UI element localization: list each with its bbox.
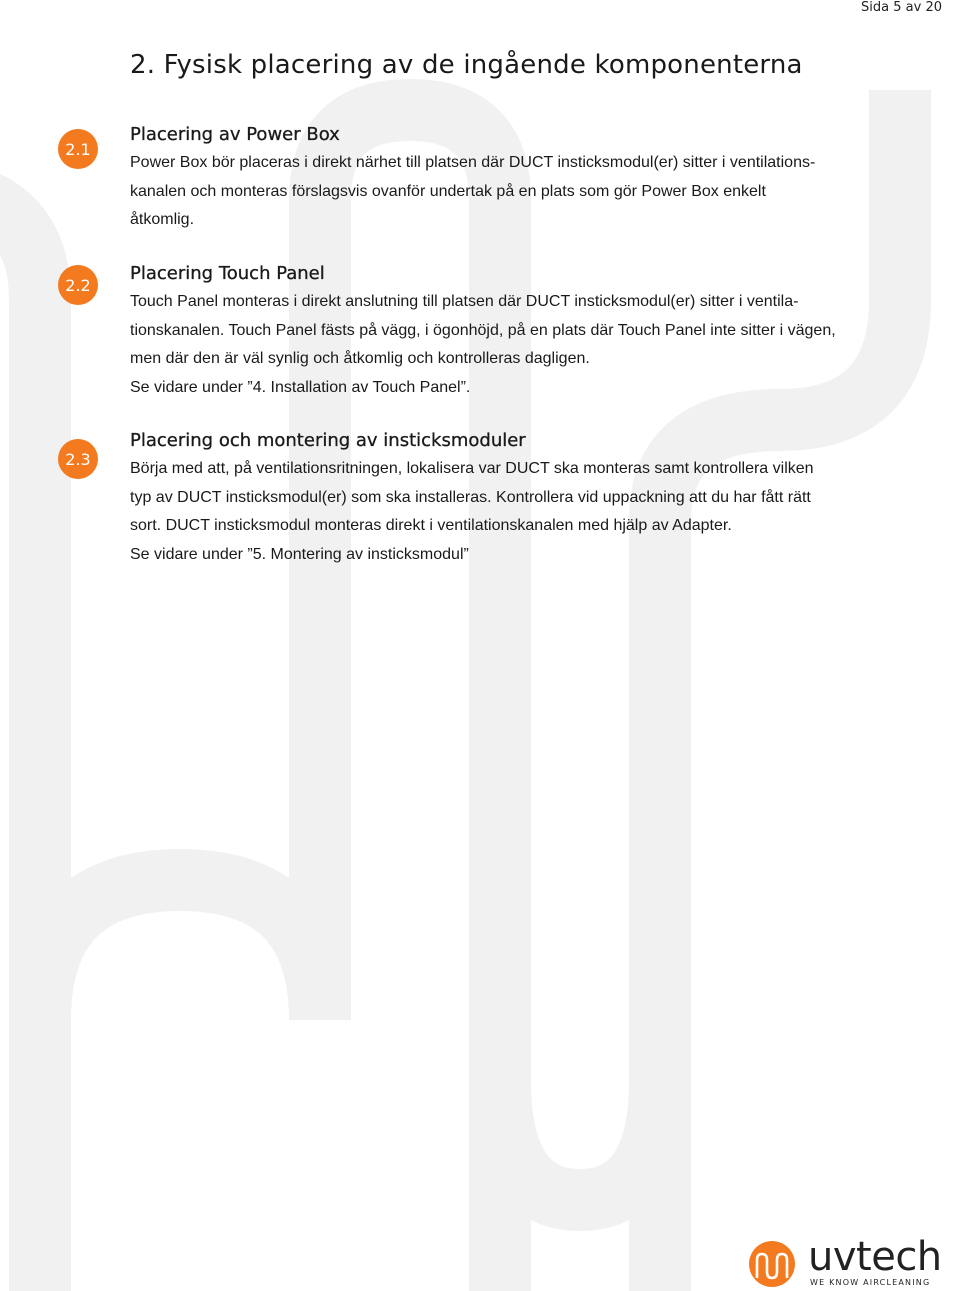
logo-tagline: WE KNOW AIRCLEANING <box>810 1278 931 1287</box>
section-line: Touch Panel monteras i direkt anslutning till platsen där DUCT insticksmodul(er) sitter i ventila- <box>130 293 799 310</box>
section-2-3 <box>65 427 930 569</box>
section-line: Power Box bör placeras i direkt närhet till platsen där DUCT insticksmodul(er) sitter i ventilations- <box>130 154 816 171</box>
section-line: Se vidare under ”5. Montering av insticksmodul” <box>130 545 469 563</box>
section-heading: Placering av Power Box <box>130 124 340 145</box>
section-number-badge: 2.2 <box>58 265 98 305</box>
section-2-1 <box>65 121 930 235</box>
section-heading: Placering Touch Panel <box>130 263 325 284</box>
section-line: typ av DUCT insticksmodul(er) som ska installeras. Kontrollera vid uppackning att du har fått rätt <box>130 488 811 506</box>
section-line: Börja med att, på ventilationsritningen, lokalisera var DUCT ska monteras samt kontrollera vilken <box>130 460 814 477</box>
uvtech-logo <box>748 1234 942 1290</box>
logo-wordmark: uvtech <box>808 1234 942 1280</box>
logo-mark-icon <box>748 1240 806 1290</box>
section-line: åtkomlig. <box>130 211 195 228</box>
section-heading: Placering och montering av insticksmoduler <box>130 430 526 451</box>
section-line: men där den är väl synlig och åtkomlig och kontrolleras dagligen. <box>130 350 590 367</box>
section-2-2 <box>65 260 930 402</box>
page-title: 2. Fysisk placering av de ingående komponenterna <box>130 50 803 80</box>
section-number-badge: 2.3 <box>58 439 98 479</box>
section-number-badge: 2.1 <box>58 129 98 169</box>
section-line: kanalen och monteras förslagsvis ovanför undertak på en plats som gör Power Box enkelt <box>130 182 766 200</box>
section-line: tionskanalen. Touch Panel fästs på vägg, i ögonhöjd, på en plats där Touch Panel inte sitter i vägen, <box>130 321 836 339</box>
page-number: Sida 5 av 20 <box>861 0 942 15</box>
section-line: sort. DUCT insticksmodul monteras direkt i ventilationskanalen med hjälp av Adapter. <box>130 517 732 534</box>
section-line: Se vidare under ”4. Installation av Touch Panel”. <box>130 378 471 396</box>
